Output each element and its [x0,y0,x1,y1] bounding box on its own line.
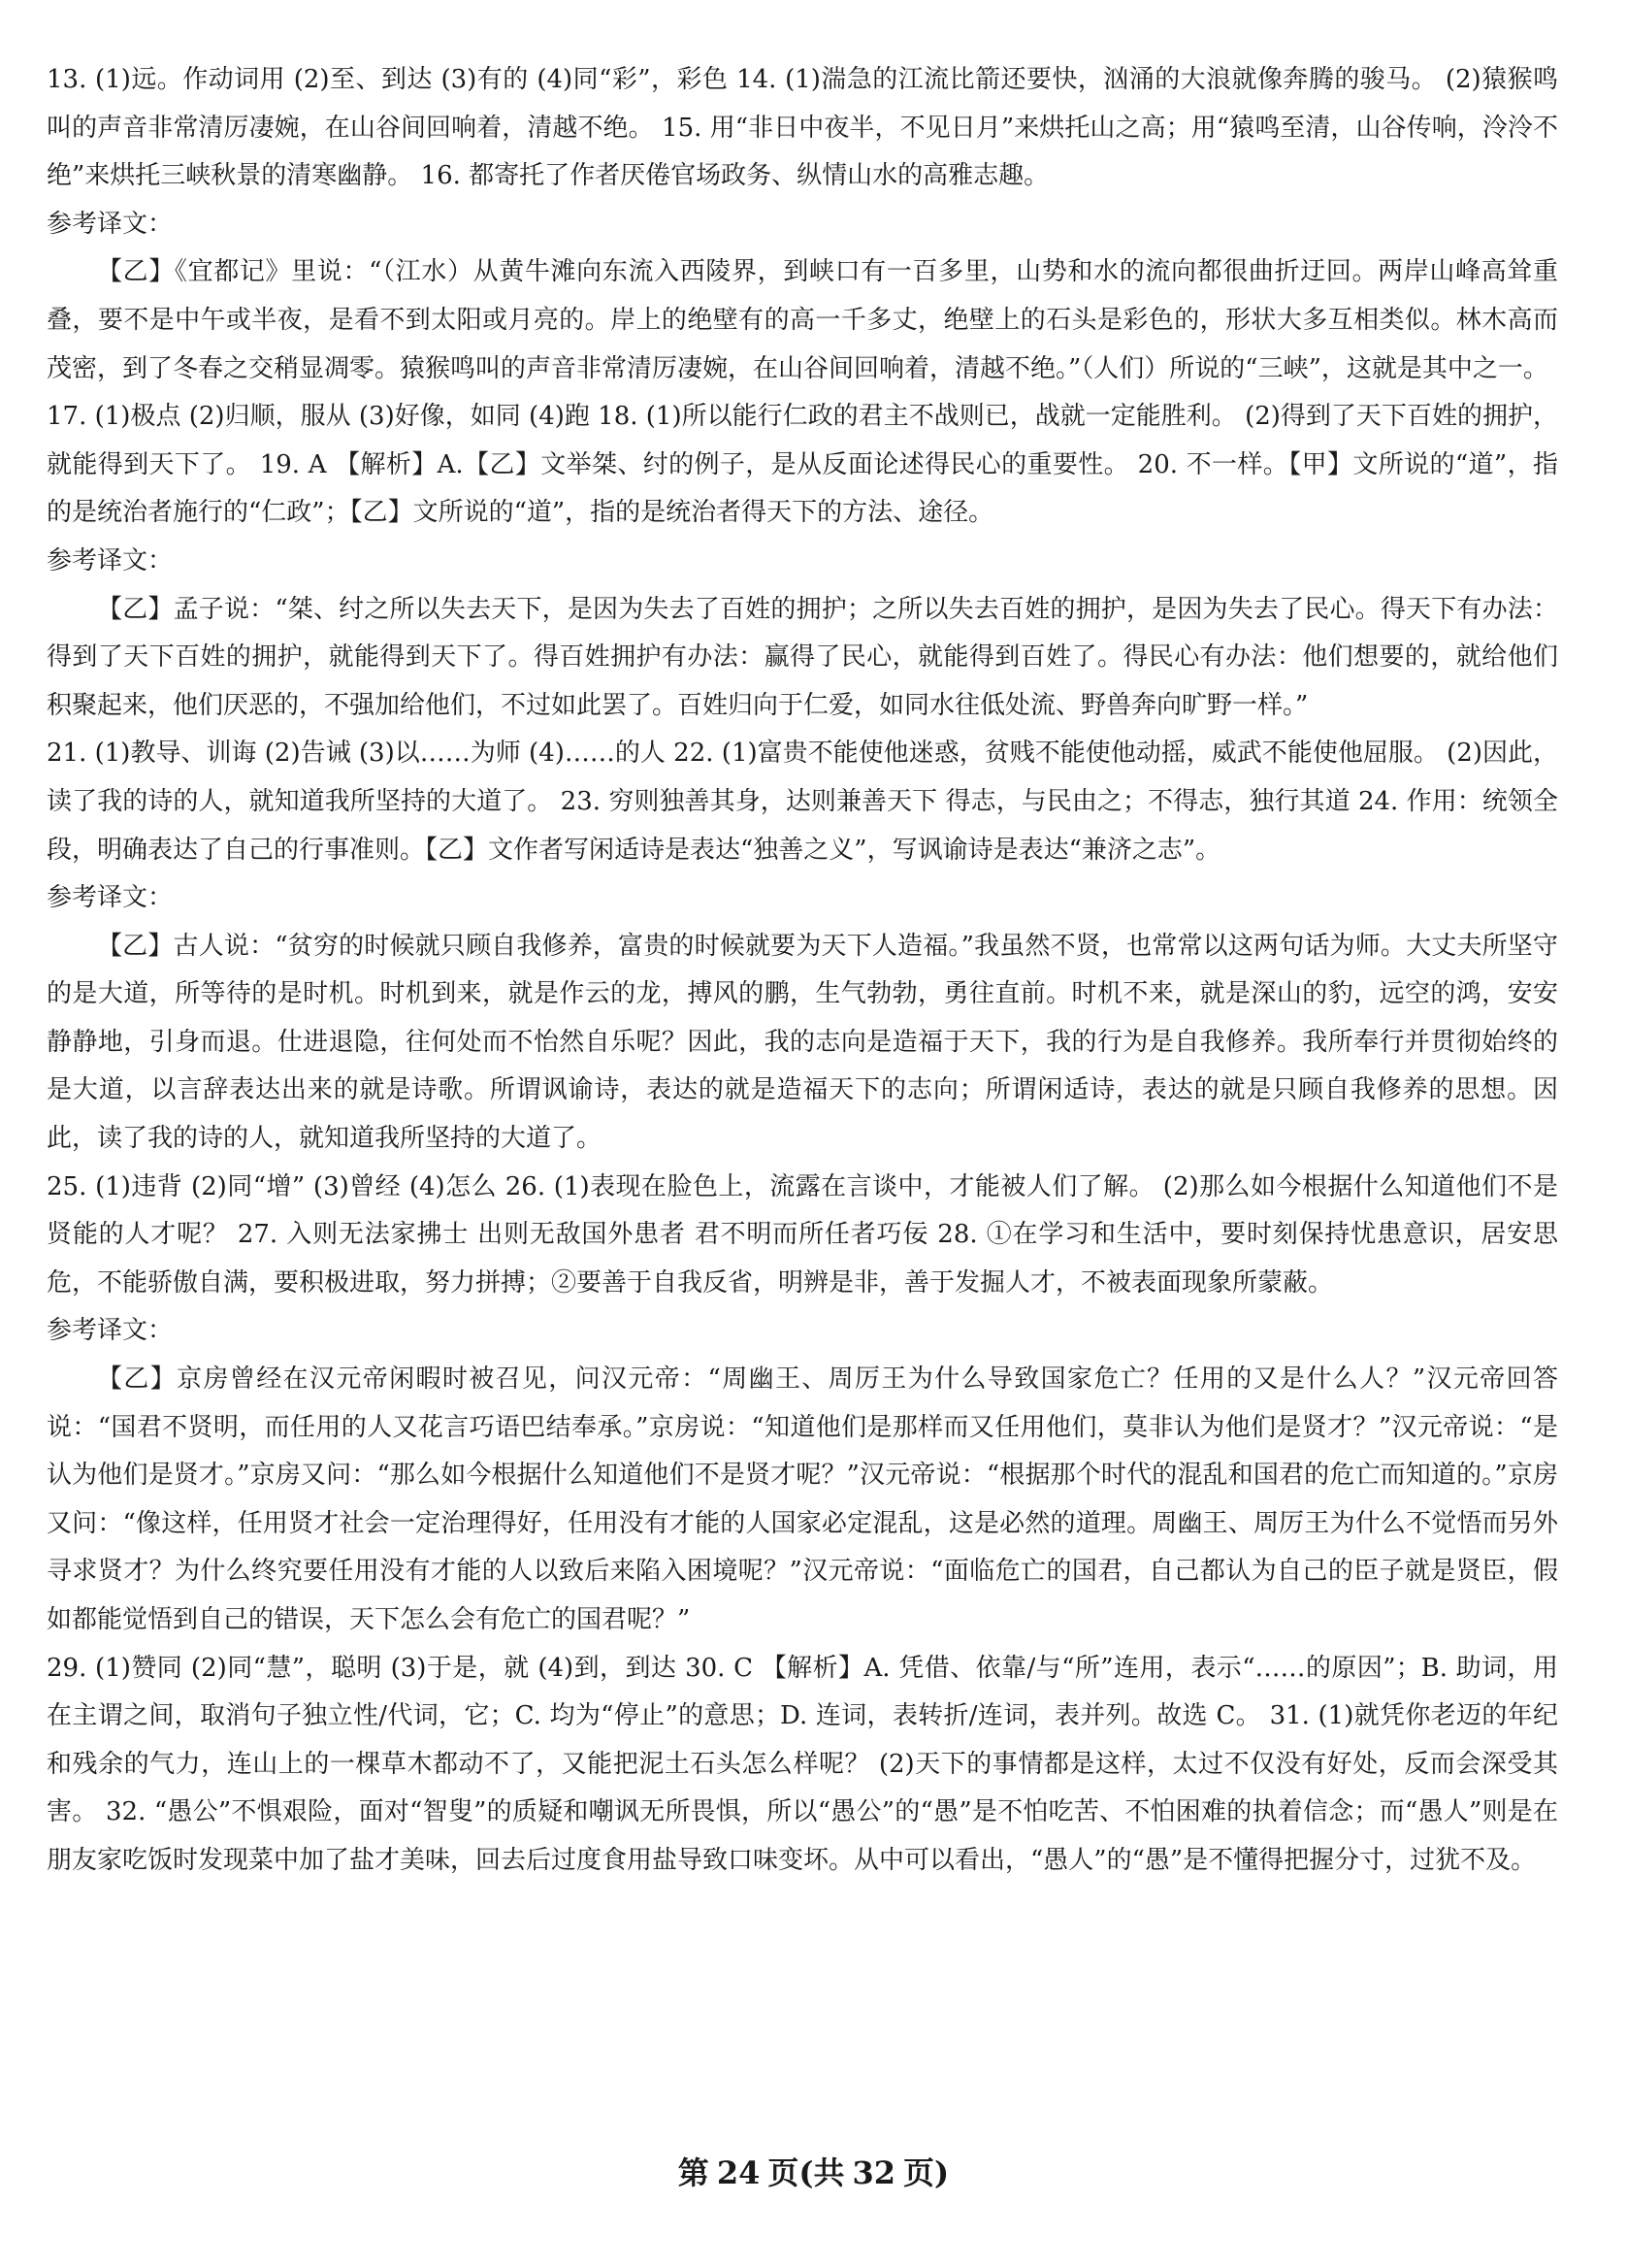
page-number-footer [0,2149,1627,2193]
current-page-number: 24 [716,2154,761,2191]
footer-middle: 页(共 [767,2154,845,2191]
answers-25-28: 25. (1)违背 (2)同“增” (3)曾经 (4)怎么 26. (1)表现在脸色上，流露在言谈中，才能被人们了解。 (2)那么如今根据什么知道他们不是贤能的人才呢？ 27. 入则无法家拂士 出则无敌国外患者 君不明而所任者巧佞 28. ①在学习和生活中，要时刻保持忧患意识，居安思危，不能骄傲自满，要积极进取，努力拼搏；②要善于自我反省，明辨是非，善于发掘人才，不被表面现象所蒙蔽。 [47,1171,1558,1298]
translation-passage: 【乙】孟子说：“桀、纣之所以失去天下，是因为失去了百姓的拥护；之所以失去百姓的拥护，是因为失去了民心。得天下有办法：得到了天下百姓的拥护，就能得到天下了。得百姓拥护有办法：赢得了民心，就能得到百姓了。得民心有办法：他们想要的，就给他们积聚起来，他们厌恶的，不强加给他们，不过如此罢了。百姓归向于仁爱，如同水往低处流、野兽奔向旷野一样。” [47,594,1558,720]
footer-prefix: 第 [677,2154,709,2191]
translation-heading: 参考译文： [47,1316,174,1346]
total-page-count: 32 [852,2154,896,2191]
translation-heading: 参考译文： [47,545,174,575]
translation-heading: 参考译文： [47,209,174,239]
answers-13-16: 13. (1)远。作动词用 (2)至、到达 (3)有的 (4)同“彩”，彩色 14. (1)湍急的江流比箭还要快，汹涌的大浪就像奔腾的骏马。 (2)猿猴鸣叫的声音非常清厉凄婉，在山谷间回响着，清越不绝。 15. 用“非日中夜半，不见日月”来烘托山之高；用“猿鸣至清，山谷传响，泠泠不绝”来烘托三峡秋景的清寒幽静。 16. 都寄托了作者厌倦官场政务、纵情山水的高雅志趣。 [47,65,1558,191]
answers-21-24: 21. (1)教导、训诲 (2)告诫 (3)以……为师 (4)……的人 22. (1)富贵不能使他迷惑，贫贱不能使他动摇，威武不能使他屈服。 (2)因此，读了我的诗的人，就知道我所坚持的大道了。 23. 穷则独善其身，达则兼善天下 得志，与民由之；不得志，独行其道 24. 作用：统领全段，明确表达了自己的行事准则。【乙】文作者写闲适诗是表达“独善之义”，写讽谕诗是表达“兼济之志”。 [47,739,1558,865]
answer-key-page [47,56,1558,1886]
translation-heading: 参考译文： [47,883,174,913]
translation-passage: 【乙】京房曾经在汉元帝闲暇时被召见，问汉元帝：“周幽王、周厉王为什么导致国家危亡？任用的又是什么人？”汉元帝回答说：“国君不贤明，而任用的人又花言巧语巴结奉承。”京房说：“知道他们是那样而又任用他们，莫非认为他们是贤才？”汉元帝说：“是认为他们是贤才。”京房又问：“那么如今根据什么知道他们不是贤才呢？”汉元帝说：“根据那个时代的混乱和国君的危亡而知道的。”京房又问：“像这样，任用贤才社会一定治理得好，任用没有才能的人国家必定混乱，这是必然的道理。周幽王、周厉王为什么不觉悟而另外寻求贤才？为什么终究要任用没有才能的人以致后来陷入困境呢？”汉元帝说：“面临危亡的国君，自己都认为自己的臣子就是贤臣，假如都能觉悟到自己的错误，天下怎么会有危亡的国君呢？” [47,1364,1558,1634]
translation-passage: 【乙】古人说：“贫穷的时候就只顾自我修养，富贵的时候就要为天下人造福。”我虽然不贤，也常常以这两句话为师。大丈夫所坚守的是大道，所等待的是时机。时机到来，就是作云的龙，搏风的鹏，生气勃勃，勇往直前。时机不来，就是深山的豹，远空的鸿，安安静静地，引身而退。仕进退隐，往何处而不怡然自乐呢？因此，我的志向是造福于天下，我的行为是自我修养。我所奉行并贯彻始终的是大道，以言辞表达出来的就是诗歌。所谓讽谕诗，表达的就是造福天下的志向；所谓闲适诗，表达的就是只顾自我修养的思想。因此，读了我的诗的人，就知道我所坚持的大道了。 [47,931,1558,1154]
footer-suffix: 页) [903,2154,950,2191]
translation-passage: 【乙】《宜都记》里说：“（江水）从黄牛滩向东流入西陵界，到峡口有一百多里，山势和水的流向都很曲折迂回。两岸山峰高耸重叠，要不是中午或半夜，是看不到太阳或月亮的。岸上的绝壁有的高一千多丈，绝壁上的石头是彩色的，形状大多互相类似。林木高而茂密，到了冬春之交稍显凋零。猿猴鸣叫的声音非常清厉凄婉，在山谷间回响着，清越不绝。”（人们）所说的“三峡”，这就是其中之一。 [47,257,1558,383]
answers-29-32: 29. (1)赞同 (2)同“慧”，聪明 (3)于是，就 (4)到，到达 30. C 【解析】A. 凭借、依靠/与“所”连用，表示“……的原因”；B. 助词，用在主谓之间，取消句子独立性/代词，它；C. 均为“停止”的意思；D. 连词，表转折/连词，表并列。故选 C。 31. (1)就凭你老迈的年纪和残余的气力，连山上的一棵草木都动不了，又能把泥土石头怎么样呢？ (2)天下的事情都是这样，太过不仅没有好处，反而会深受其害。 32. “愚公”不惧艰险，面对“智叟”的质疑和嘲讽无所畏惧，所以“愚公”的“愚”是不怕吃苦、不怕困难的执着信念；而“愚人”则是在朋友家吃饭时发现菜中加了盐才美味，回去后过度食用盐导致口味变坏。从中可以看出，“愚人”的“愚”是不懂得把握分寸，过犹不及。 [47,1653,1558,1875]
answers-17-20: 17. (1)极点 (2)归顺，服从 (3)好像，如同 (4)跑 18. (1)所以能行仁政的君主不战则已，战就一定能胜利。 (2)得到了天下百姓的拥护，就能得到天下了。 19. A 【解析】A.【乙】文举桀、纣的例子，是从反面论述得民心的重要性。 20. 不一样。【甲】文所说的“道”，指的是统治者施行的“仁政”；【乙】文所说的“道”，指的是统治者得天下的方法、途径。 [47,402,1558,528]
